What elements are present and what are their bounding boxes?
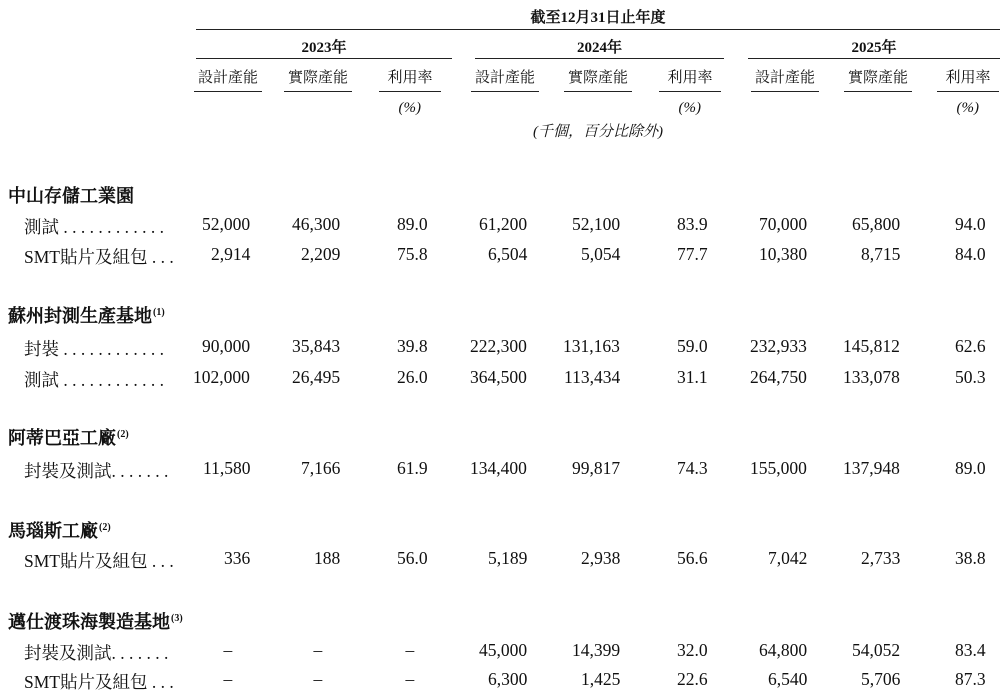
section-note: (2)	[99, 522, 111, 533]
cell-value: 54,052	[852, 640, 901, 660]
cell-value: 336	[224, 548, 251, 568]
column-header: 實際產能	[568, 70, 629, 86]
percent-unit: (%)	[956, 100, 979, 116]
cell-value: 7,042	[768, 548, 808, 568]
row-label: 測試 . . . . . . . . . . . .	[24, 370, 164, 390]
section-note: (1)	[153, 307, 165, 318]
year-header: 2023年	[301, 40, 347, 56]
cell-value: –	[313, 669, 323, 689]
year-rule	[196, 58, 452, 59]
cell-value: 145,812	[843, 336, 900, 356]
section-note: (2)	[117, 429, 129, 440]
cell-value: 7,166	[301, 458, 341, 478]
cell-value: 232,933	[750, 336, 807, 356]
cell-value: 83.4	[955, 640, 986, 660]
cell-value: 131,163	[563, 336, 620, 356]
cell-value: 74.3	[677, 458, 708, 478]
cell-value: 89.0	[397, 214, 428, 234]
cell-value: 11,580	[203, 458, 251, 478]
cell-value: 35,843	[292, 336, 341, 356]
column-rule	[937, 91, 999, 92]
cell-value: 64,800	[759, 640, 808, 660]
cell-value: 6,300	[488, 669, 528, 689]
percent-unit: (%)	[678, 100, 701, 116]
row-label: 封裝 . . . . . . . . . . . .	[24, 339, 164, 359]
cell-value: 56.6	[677, 548, 708, 568]
cell-value: 2,209	[301, 244, 341, 264]
cell-value: 133,078	[843, 367, 900, 387]
cell-value: 26.0	[397, 367, 428, 387]
column-header: 利用率	[667, 70, 713, 86]
column-rule	[471, 91, 539, 92]
cell-value: 61.9	[397, 458, 428, 478]
cell-value: 61,200	[479, 214, 528, 234]
cell-value: 2,914	[211, 244, 251, 264]
column-header: 實際產能	[848, 70, 909, 86]
cell-value: 134,400	[470, 458, 527, 478]
cell-value: 155,000	[750, 458, 807, 478]
cell-value: 70,000	[759, 214, 808, 234]
cell-value: 59.0	[677, 336, 708, 356]
column-rule	[844, 91, 912, 92]
cell-value: 83.9	[677, 214, 708, 234]
section-title	[8, 182, 134, 208]
cell-value: 137,948	[843, 458, 900, 478]
column-header: 利用率	[387, 70, 433, 86]
cell-value: 188	[314, 548, 341, 568]
section-title	[8, 302, 165, 328]
column-header: 實際產能	[288, 70, 349, 86]
cell-value: 84.0	[955, 244, 986, 264]
column-rule	[751, 91, 819, 92]
cell-value: 39.8	[397, 336, 428, 356]
cell-value: 6,504	[488, 244, 528, 264]
cell-value: 90,000	[202, 336, 251, 356]
row-label: SMT貼片及組包 . . .	[24, 247, 174, 267]
section-name: 馬瑙斯工廠	[8, 521, 98, 541]
cell-value: 5,054	[581, 244, 621, 264]
cell-value: 87.3	[955, 669, 986, 689]
cell-value: 65,800	[852, 214, 901, 234]
cell-value: 1,425	[581, 669, 621, 689]
cell-value: 102,000	[193, 367, 250, 387]
row-label: 封裝及測試. . . . . . .	[24, 643, 169, 663]
section-note: (3)	[171, 613, 183, 624]
cell-value: 52,000	[202, 214, 251, 234]
cell-value: 222,300	[470, 336, 527, 356]
cell-value: –	[405, 669, 415, 689]
year-rule	[748, 58, 1000, 59]
section-title	[8, 608, 183, 634]
cell-value: 77.7	[677, 244, 708, 264]
cell-value: 31.1	[677, 367, 708, 387]
cell-value: 14,399	[572, 640, 621, 660]
year-header: 2024年	[577, 40, 623, 56]
cell-value: 52,100	[572, 214, 621, 234]
year-header: 2025年	[851, 40, 897, 56]
row-label: 測試 . . . . . . . . . . . .	[24, 217, 164, 237]
cell-value: 5,189	[488, 548, 528, 568]
cell-value: 56.0	[397, 548, 428, 568]
cell-value: 46,300	[292, 214, 341, 234]
column-header: 利用率	[945, 70, 991, 86]
column-header: 設計產能	[755, 70, 816, 86]
column-rule	[659, 91, 721, 92]
column-header: 設計產能	[475, 70, 536, 86]
row-label: SMT貼片及組包 . . .	[24, 672, 174, 692]
cell-value: 62.6	[955, 336, 986, 356]
cell-value: 2,733	[861, 548, 901, 568]
cell-value: 364,500	[470, 367, 527, 387]
row-label: 封裝及測試. . . . . . .	[24, 461, 169, 481]
row-label: SMT貼片及組包 . . .	[24, 551, 174, 571]
cell-value: 6,540	[768, 669, 808, 689]
cell-value: 22.6	[677, 669, 708, 689]
section-name: 中山存儲工業園	[8, 186, 134, 206]
column-header: 設計產能	[198, 70, 259, 86]
cell-value: 26,495	[292, 367, 341, 387]
cell-value: 113,434	[564, 367, 621, 387]
cell-value: –	[313, 640, 323, 660]
cell-value: 38.8	[955, 548, 986, 568]
title-rule	[196, 29, 1000, 30]
cell-value: 10,380	[759, 244, 808, 264]
cell-value: 8,715	[861, 244, 901, 264]
column-rule	[379, 91, 441, 92]
table-title: 截至12月31日止年度	[530, 10, 666, 26]
column-rule	[284, 91, 352, 92]
unit-note: (千個，百分比除外)	[533, 124, 663, 140]
cell-value: 2,938	[581, 548, 621, 568]
section-title	[8, 424, 129, 450]
cell-value: 32.0	[677, 640, 708, 660]
column-rule	[194, 91, 262, 92]
section-name: 阿蒂巴亞工廠	[8, 428, 116, 448]
cell-value: 89.0	[955, 458, 986, 478]
year-rule	[475, 58, 724, 59]
percent-unit: (%)	[398, 100, 421, 116]
cell-value: 264,750	[750, 367, 807, 387]
cell-value: 99,817	[572, 458, 621, 478]
cell-value: 45,000	[479, 640, 528, 660]
cell-value: –	[405, 640, 415, 660]
section-name: 邁仕渡珠海製造基地	[8, 612, 170, 632]
cell-value: 5,706	[861, 669, 901, 689]
cell-value: 75.8	[397, 244, 428, 264]
cell-value: –	[223, 669, 233, 689]
cell-value: 94.0	[955, 214, 986, 234]
cell-value: 50.3	[955, 367, 986, 387]
section-name: 蘇州封測生產基地	[8, 306, 152, 326]
section-title	[8, 517, 111, 543]
column-rule	[564, 91, 632, 92]
cell-value: –	[223, 640, 233, 660]
